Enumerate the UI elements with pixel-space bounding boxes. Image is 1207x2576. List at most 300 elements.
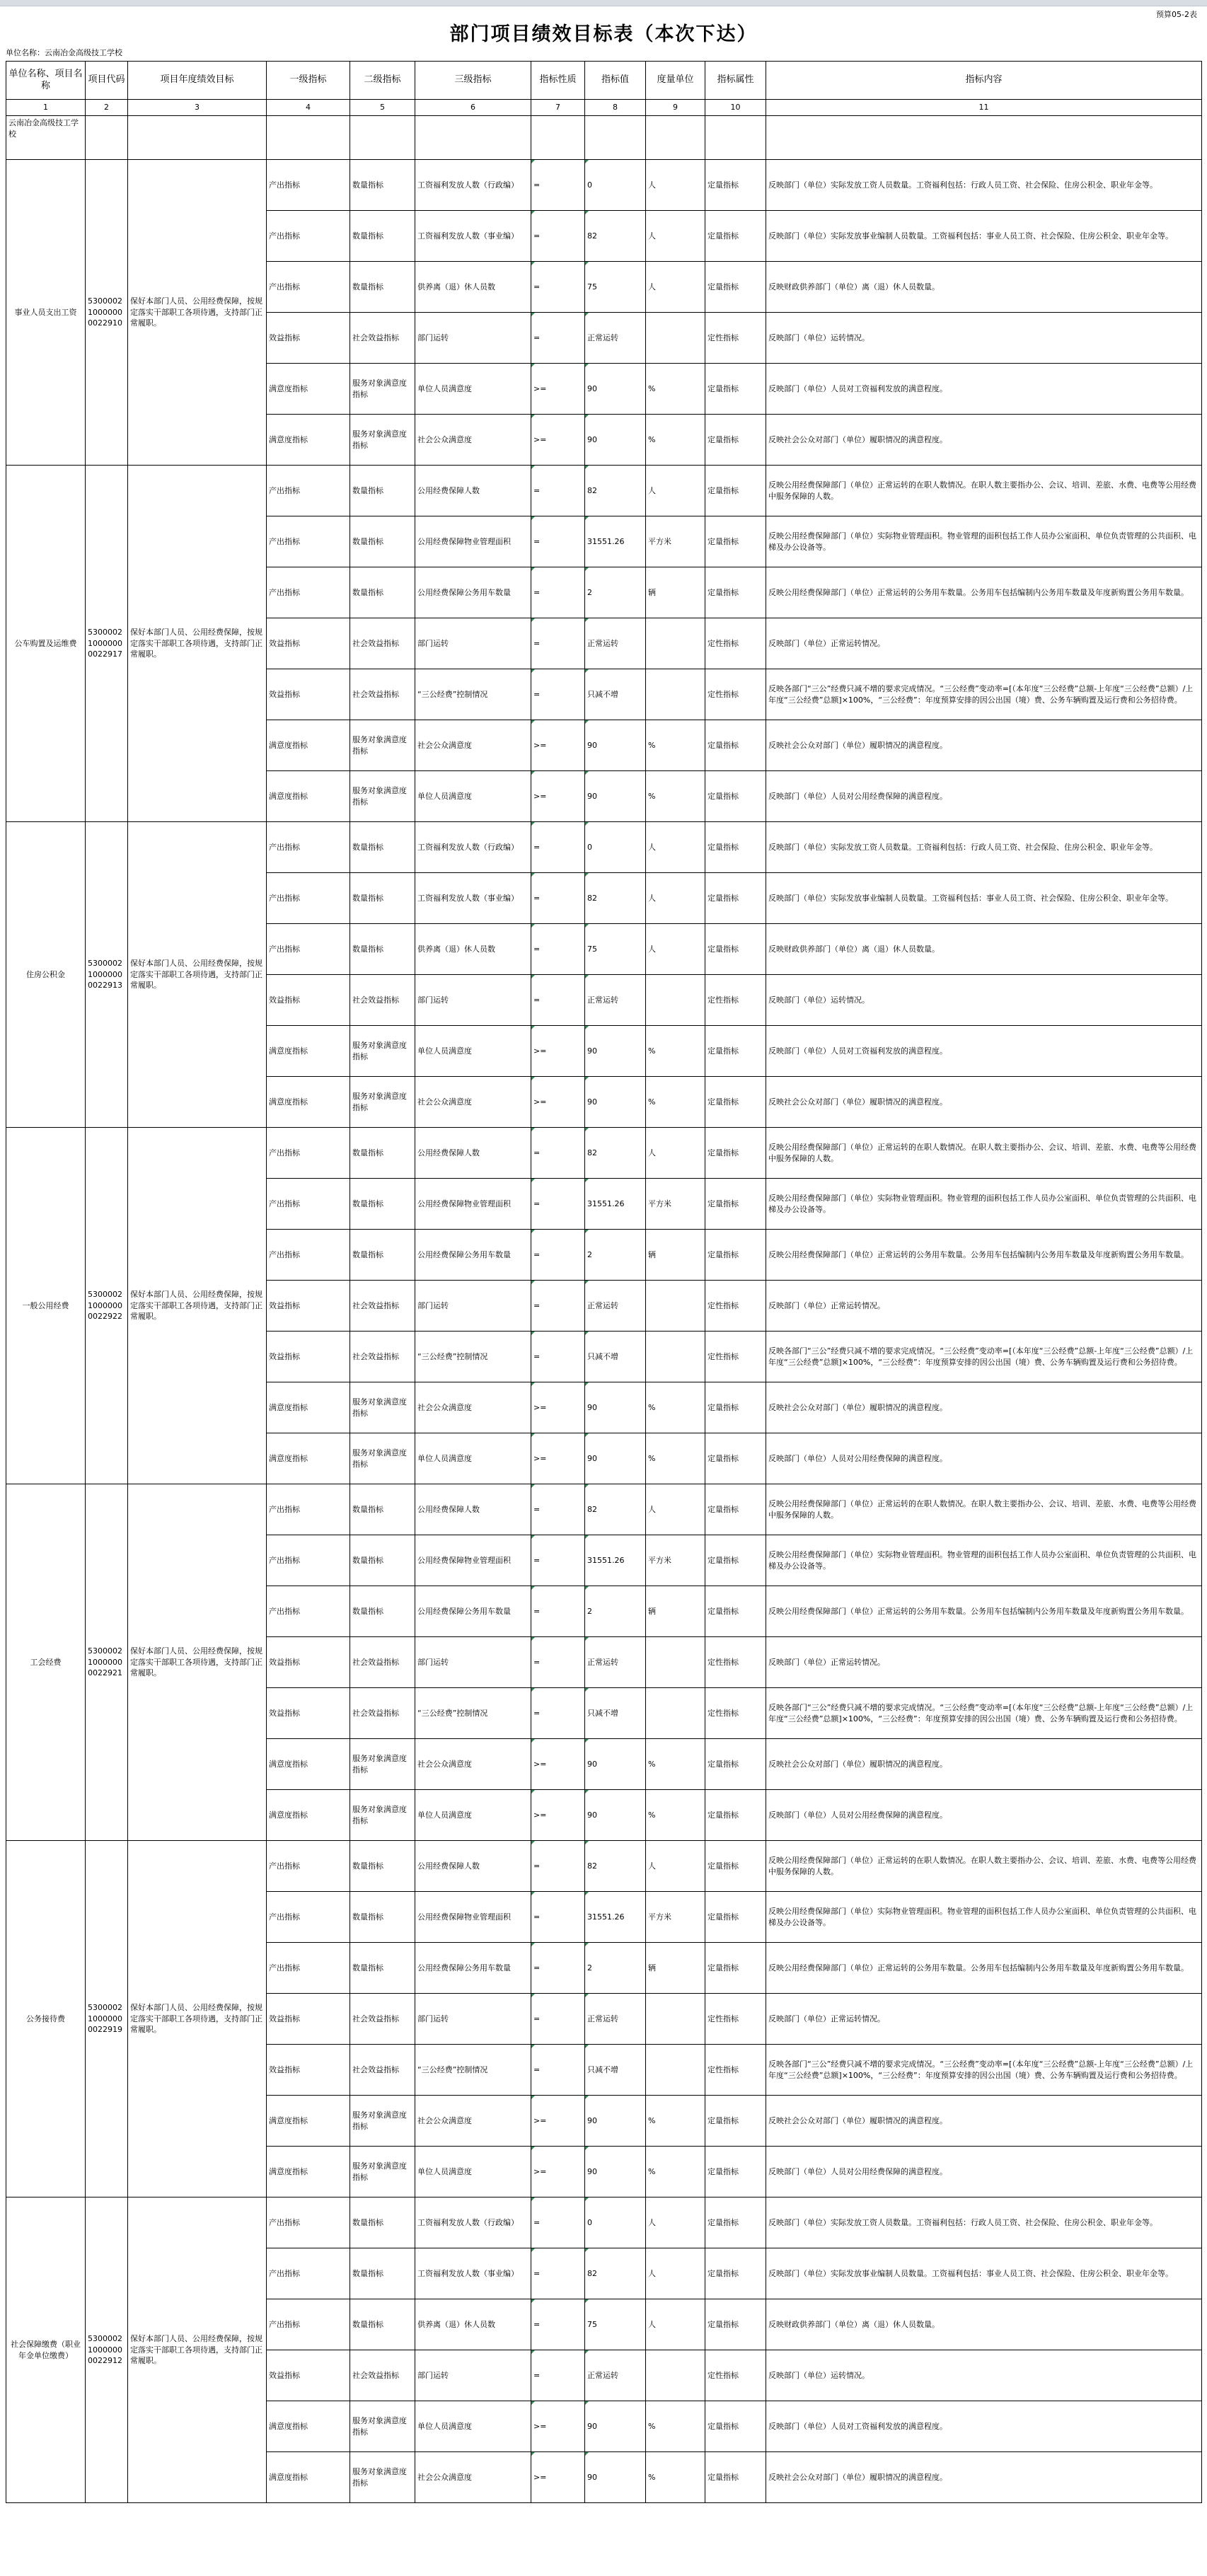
project-code-cell: 530000210000000022919 [86,1841,128,2197]
indicator-operator-cell: = [531,873,585,924]
indicator-value-cell: 82 [585,1484,646,1535]
measure-unit-cell: % [646,2147,705,2197]
indicator-value-cell: 90 [585,1790,646,1841]
level2-indicator-cell: 数量指标 [350,822,415,873]
level1-indicator-cell: 产出指标 [267,924,350,975]
level1-indicator-cell: 效益指标 [267,669,350,720]
measure-unit-cell: 辆 [646,1943,705,1994]
indicator-value-cell: 2 [585,1230,646,1281]
measure-unit-cell: 平方米 [646,1892,705,1943]
level1-indicator-cell: 效益指标 [267,1688,350,1739]
indicator-attribute-cell: 定量指标 [705,466,766,516]
indicator-row [6,2197,1202,2248]
indicator-operator-cell: = [531,1281,585,1332]
level2-indicator-cell: 服务对象满意度指标 [350,2401,415,2452]
indicator-attribute-cell: 定性指标 [705,313,766,364]
level2-indicator-cell: 服务对象满意度指标 [350,1433,415,1484]
level1-indicator-cell: 效益指标 [267,1637,350,1688]
level3-indicator-cell: 公用经费保障人数 [415,1128,531,1179]
indicator-operator-cell: = [531,1179,585,1230]
measure-unit-cell: % [646,1077,705,1128]
org-name-cell: 云南冶金高级技工学校 [6,116,86,160]
indicator-content-cell: 反映部门（单位）运转情况。 [766,313,1202,364]
indicator-operator-cell: = [531,1230,585,1281]
level3-indicator-cell: 部门运转 [415,975,531,1026]
level3-indicator-cell: 单位人员满意度 [415,2401,531,2452]
level1-indicator-cell: 效益指标 [267,975,350,1026]
level1-indicator-cell: 满意度指标 [267,1026,350,1077]
level2-indicator-cell: 数量指标 [350,1128,415,1179]
project-goal-cell: 保好本部门人员、公用经费保障，按规定落实干部职工各项待遇，支持部门正常履职。 [128,1484,267,1841]
indicator-value-cell: 90 [585,364,646,415]
level1-indicator-cell: 满意度指标 [267,1739,350,1790]
indicator-attribute-cell: 定量指标 [705,2147,766,2197]
indicator-attribute-cell: 定量指标 [705,1077,766,1128]
indicator-attribute-cell: 定量指标 [705,1892,766,1943]
measure-unit-cell: % [646,2096,705,2147]
measure-unit-cell: 平方米 [646,1535,705,1586]
level1-indicator-cell: 满意度指标 [267,771,350,822]
measure-unit-cell: 人 [646,262,705,313]
level1-indicator-cell: 满意度指标 [267,1433,350,1484]
indicator-attribute-cell: 定量指标 [705,415,766,466]
measure-unit-cell: % [646,415,705,466]
indicator-content-cell: 反映部门（单位）正常运转情况。 [766,1994,1202,2045]
level3-indicator-cell: 公用经费保障物业管理面积 [415,1892,531,1943]
project-code-cell: 530000210000000022921 [86,1484,128,1841]
level3-indicator-cell: 社会公众满意度 [415,720,531,771]
indicator-value-cell: 正常运转 [585,1637,646,1688]
measure-unit-cell: % [646,771,705,822]
indicator-operator-cell: = [531,2299,585,2350]
indicator-content-cell: 反映社会公众对部门（单位）履职情况的满意程度。 [766,1739,1202,1790]
measure-unit-cell: 辆 [646,1586,705,1637]
header-cell: 项目年度绩效目标 [128,62,267,100]
indicator-attribute-cell: 定量指标 [705,567,766,618]
project-code-cell: 530000210000000022912 [86,2197,128,2503]
level2-indicator-cell: 数量指标 [350,262,415,313]
level1-indicator-cell: 满意度指标 [267,2452,350,2503]
indicator-attribute-cell: 定量指标 [705,1586,766,1637]
indicator-content-cell: 反映公用经费保障部门（单位）正常运转的在职人数情况。在职人数主要指办公、会议、培训、差旅、水费、电费等公用经费中服务保障的人数。 [766,466,1202,516]
measure-unit-cell [646,1332,705,1382]
indicator-content-cell: 反映公用经费保障部门（单位）实际物业管理面积。物业管理的面积包括工作人员办公室面积、单位负责管理的公共面积、电梯及办公设备等。 [766,1535,1202,1586]
indicator-attribute-cell: 定量指标 [705,1535,766,1586]
level3-indicator-cell: 公用经费保障公务用车数量 [415,1230,531,1281]
level2-indicator-cell: 服务对象满意度指标 [350,2147,415,2197]
level3-indicator-cell: 公用经费保障物业管理面积 [415,1179,531,1230]
level3-indicator-cell: 供养离（退）休人员数 [415,924,531,975]
level2-indicator-cell: 服务对象满意度指标 [350,2096,415,2147]
level3-indicator-cell: 单位人员满意度 [415,1433,531,1484]
indicator-content-cell: 反映各部门“三公”经费只减不增的要求完成情况。“三公经费”变动率=[（本年度“三公经费”总额-上年度“三公经费”总额）/上年度“三公经费”总额]×100%，“三公经费”：年度预算安排的因公出国（境）费、公务车辆购置及运行费和公务招待费。 [766,1332,1202,1382]
level1-indicator-cell: 产出指标 [267,567,350,618]
indicator-value-cell: 只减不增 [585,2045,646,2096]
level3-indicator-cell: 社会公众满意度 [415,415,531,466]
level1-indicator-cell: 产出指标 [267,873,350,924]
form-code: 预算05-2表 [1156,10,1197,19]
level1-indicator-cell: 效益指标 [267,1281,350,1332]
indicator-value-cell: 90 [585,771,646,822]
column-number: 9 [646,100,705,116]
level1-indicator-cell: 产出指标 [267,1892,350,1943]
indicator-value-cell: 82 [585,466,646,516]
header-row [6,62,1202,100]
level1-indicator-cell: 满意度指标 [267,364,350,415]
indicator-value-cell: 82 [585,873,646,924]
indicator-attribute-cell: 定性指标 [705,618,766,669]
level3-indicator-cell: 部门运转 [415,2350,531,2401]
header-cell: 一级指标 [267,62,350,100]
indicator-row [6,1484,1202,1535]
indicator-operator-cell: = [531,2350,585,2401]
level1-indicator-cell: 产出指标 [267,2248,350,2299]
measure-unit-cell: 人 [646,466,705,516]
level2-indicator-cell: 数量指标 [350,1892,415,1943]
column-number: 6 [415,100,531,116]
level1-indicator-cell: 效益指标 [267,313,350,364]
indicator-attribute-cell: 定量指标 [705,2248,766,2299]
level1-indicator-cell: 产出指标 [267,1586,350,1637]
level3-indicator-cell: 供养离（退）休人员数 [415,262,531,313]
level1-indicator-cell: 产出指标 [267,2299,350,2350]
empty-cell [646,116,705,160]
indicator-operator-cell: = [531,618,585,669]
level2-indicator-cell: 社会效益指标 [350,313,415,364]
indicator-attribute-cell: 定量指标 [705,1484,766,1535]
level1-indicator-cell: 效益指标 [267,1994,350,2045]
indicator-content-cell: 反映部门（单位）实际发放工资人员数量。工资福利包括：行政人员工资、社会保险、住房公积金、职业年金等。 [766,822,1202,873]
indicator-value-cell: 82 [585,2248,646,2299]
level2-indicator-cell: 社会效益指标 [350,1332,415,1382]
measure-unit-cell: 人 [646,924,705,975]
level2-indicator-cell: 数量指标 [350,1586,415,1637]
header-cell: 单位名称、项目名称 [6,62,86,100]
project-code-cell: 530000210000000022913 [86,822,128,1128]
empty-cell [128,116,267,160]
level3-indicator-cell: “三公经费”控制情况 [415,2045,531,2096]
indicator-content-cell: 反映公用经费保障部门（单位）实际物业管理面积。物业管理的面积包括工作人员办公室面积、单位负责管理的公共面积、电梯及办公设备等。 [766,516,1202,567]
indicator-content-cell: 反映公用经费保障部门（单位）实际物业管理面积。物业管理的面积包括工作人员办公室面积、单位负责管理的公共面积、电梯及办公设备等。 [766,1179,1202,1230]
indicator-operator-cell: >= [531,364,585,415]
level2-indicator-cell: 数量指标 [350,1179,415,1230]
indicator-operator-cell: = [531,567,585,618]
indicator-content-cell: 反映部门（单位）正常运转情况。 [766,618,1202,669]
indicator-attribute-cell: 定量指标 [705,2401,766,2452]
level2-indicator-cell: 社会效益指标 [350,2350,415,2401]
indicator-attribute-cell: 定性指标 [705,1994,766,2045]
level2-indicator-cell: 社会效益指标 [350,1637,415,1688]
project-code-cell: 530000210000000022922 [86,1128,128,1484]
indicator-row [6,822,1202,873]
measure-unit-cell: % [646,1790,705,1841]
indicator-value-cell: 90 [585,1026,646,1077]
level3-indicator-cell: 公用经费保障人数 [415,1484,531,1535]
org-row [6,116,1202,160]
indicator-operator-cell: >= [531,2096,585,2147]
column-number: 7 [531,100,585,116]
indicator-attribute-cell: 定量指标 [705,873,766,924]
indicator-operator-cell: = [531,1128,585,1179]
level2-indicator-cell: 数量指标 [350,2248,415,2299]
indicator-value-cell: 90 [585,2096,646,2147]
empty-cell [705,116,766,160]
project-code-cell: 530000210000000022917 [86,466,128,822]
indicator-operator-cell: = [531,1332,585,1382]
level1-indicator-cell: 产出指标 [267,160,350,211]
indicator-content-cell: 反映部门（单位）实际发放事业编制人员数量。工资福利包括：事业人员工资、社会保险、住房公积金、职业年金等。 [766,873,1202,924]
column-number: 4 [267,100,350,116]
level3-indicator-cell: 单位人员满意度 [415,364,531,415]
indicator-operator-cell: = [531,262,585,313]
level2-indicator-cell: 社会效益指标 [350,669,415,720]
indicator-value-cell: 只减不增 [585,1332,646,1382]
indicator-attribute-cell: 定量指标 [705,1433,766,1484]
measure-unit-cell: 辆 [646,1230,705,1281]
level3-indicator-cell: 供养离（退）休人员数 [415,2299,531,2350]
indicator-content-cell: 反映财政供养部门（单位）离（退）休人员数量。 [766,924,1202,975]
level3-indicator-cell: 公用经费保障人数 [415,1841,531,1892]
indicator-operator-cell: >= [531,720,585,771]
level2-indicator-cell: 社会效益指标 [350,2045,415,2096]
measure-unit-cell: 人 [646,1128,705,1179]
indicator-value-cell: 31551.26 [585,1892,646,1943]
column-number: 5 [350,100,415,116]
level1-indicator-cell: 满意度指标 [267,2096,350,2147]
indicator-operator-cell: = [531,160,585,211]
level2-indicator-cell: 社会效益指标 [350,1994,415,2045]
project-goal-cell: 保好本部门人员、公用经费保障，按规定落实干部职工各项待遇，支持部门正常履职。 [128,160,267,466]
project-goal-cell: 保好本部门人员、公用经费保障，按规定落实干部职工各项待遇，支持部门正常履职。 [128,2197,267,2503]
level2-indicator-cell: 社会效益指标 [350,1688,415,1739]
indicator-operator-cell: >= [531,2452,585,2503]
performance-target-table [6,61,1202,2503]
indicator-value-cell: 90 [585,720,646,771]
indicator-attribute-cell: 定量指标 [705,364,766,415]
level2-indicator-cell: 社会效益指标 [350,975,415,1026]
indicator-value-cell: 82 [585,1841,646,1892]
indicator-content-cell: 反映公用经费保障部门（单位）正常运转的公务用车数量。公务用车包括编制内公务用车数量及年度新购置公务用车数量。 [766,1230,1202,1281]
level3-indicator-cell: 单位人员满意度 [415,1790,531,1841]
indicator-row [6,466,1202,516]
indicator-attribute-cell: 定量指标 [705,1382,766,1433]
level2-indicator-cell: 服务对象满意度指标 [350,364,415,415]
measure-unit-cell: 人 [646,160,705,211]
measure-unit-cell [646,669,705,720]
level2-indicator-cell: 社会效益指标 [350,618,415,669]
indicator-attribute-cell: 定性指标 [705,1281,766,1332]
indicator-value-cell: 90 [585,1077,646,1128]
indicator-attribute-cell: 定量指标 [705,211,766,262]
indicator-value-cell: 正常运转 [585,1994,646,2045]
level1-indicator-cell: 满意度指标 [267,2401,350,2452]
indicator-value-cell: 82 [585,211,646,262]
measure-unit-cell: 辆 [646,567,705,618]
level1-indicator-cell: 产出指标 [267,516,350,567]
level1-indicator-cell: 产出指标 [267,1179,350,1230]
level3-indicator-cell: 社会公众满意度 [415,2096,531,2147]
level3-indicator-cell: 单位人员满意度 [415,1026,531,1077]
level2-indicator-cell: 服务对象满意度指标 [350,1026,415,1077]
indicator-operator-cell: >= [531,1026,585,1077]
indicator-operator-cell: >= [531,2401,585,2452]
measure-unit-cell: % [646,1739,705,1790]
indicator-content-cell: 反映部门（单位）人员对工资福利发放的满意程度。 [766,2401,1202,2452]
project-name-cell: 公务接待费 [6,1841,86,2197]
level2-indicator-cell: 数量指标 [350,1230,415,1281]
indicator-value-cell: 2 [585,1586,646,1637]
indicator-value-cell: 90 [585,2452,646,2503]
indicator-operator-cell: = [531,313,585,364]
level1-indicator-cell: 产出指标 [267,1128,350,1179]
level1-indicator-cell: 满意度指标 [267,1790,350,1841]
indicator-value-cell: 只减不增 [585,1688,646,1739]
indicator-operator-cell: >= [531,1077,585,1128]
indicator-content-cell: 反映公用经费保障部门（单位）正常运转的公务用车数量。公务用车包括编制内公务用车数量及年度新购置公务用车数量。 [766,567,1202,618]
empty-cell [350,116,415,160]
indicator-content-cell: 反映部门（单位）人员对公用经费保障的满意程度。 [766,771,1202,822]
indicator-operator-cell: = [531,1994,585,2045]
indicator-attribute-cell: 定量指标 [705,2299,766,2350]
project-name-cell: 事业人员支出工资 [6,160,86,466]
level1-indicator-cell: 产出指标 [267,822,350,873]
measure-unit-cell: 人 [646,2197,705,2248]
indicator-content-cell: 反映部门（单位）人员对工资福利发放的满意程度。 [766,364,1202,415]
level3-indicator-cell: 单位人员满意度 [415,771,531,822]
indicator-value-cell: 90 [585,2147,646,2197]
level3-indicator-cell: 公用经费保障人数 [415,466,531,516]
level3-indicator-cell: 工资福利发放人数（事业编） [415,2248,531,2299]
indicator-attribute-cell: 定量指标 [705,262,766,313]
indicator-attribute-cell: 定量指标 [705,2452,766,2503]
document-title: 部门项目绩效目标表（本次下达） [449,23,758,45]
level1-indicator-cell: 产出指标 [267,1535,350,1586]
measure-unit-cell [646,975,705,1026]
indicator-operator-cell: >= [531,415,585,466]
header-cell: 指标属性 [705,62,766,100]
level1-indicator-cell: 产出指标 [267,262,350,313]
empty-cell [86,116,128,160]
indicator-operator-cell: = [531,1586,585,1637]
indicator-attribute-cell: 定量指标 [705,2197,766,2248]
indicator-operator-cell: = [531,211,585,262]
indicator-value-cell: 75 [585,2299,646,2350]
indicator-content-cell: 反映社会公众对部门（单位）履职情况的满意程度。 [766,1077,1202,1128]
level2-indicator-cell: 数量指标 [350,873,415,924]
indicator-value-cell: 2 [585,1943,646,1994]
column-number-row [6,100,1202,116]
indicator-value-cell: 正常运转 [585,313,646,364]
empty-cell [267,116,350,160]
indicator-value-cell: 90 [585,2401,646,2452]
indicator-operator-cell: = [531,1535,585,1586]
measure-unit-cell [646,1994,705,2045]
level2-indicator-cell: 数量指标 [350,924,415,975]
level2-indicator-cell: 服务对象满意度指标 [350,771,415,822]
measure-unit-cell: 平方米 [646,1179,705,1230]
indicator-attribute-cell: 定量指标 [705,1179,766,1230]
level3-indicator-cell: “三公经费”控制情况 [415,669,531,720]
level2-indicator-cell: 服务对象满意度指标 [350,1382,415,1433]
indicator-attribute-cell: 定性指标 [705,1332,766,1382]
indicator-value-cell: 只减不增 [585,669,646,720]
indicator-operator-cell: = [531,2197,585,2248]
indicator-operator-cell: = [531,924,585,975]
level3-indicator-cell: 公用经费保障物业管理面积 [415,1535,531,1586]
indicator-value-cell: 0 [585,822,646,873]
level1-indicator-cell: 满意度指标 [267,2147,350,2197]
level2-indicator-cell: 数量指标 [350,1841,415,1892]
project-goal-cell: 保好本部门人员、公用经费保障，按规定落实干部职工各项待遇，支持部门正常履职。 [128,822,267,1128]
indicator-content-cell: 反映各部门“三公”经费只减不增的要求完成情况。“三公经费”变动率=[（本年度“三公经费”总额-上年度“三公经费”总额）/上年度“三公经费”总额]×100%，“三公经费”：年度预算安排的因公出国（境）费、公务车辆购置及运行费和公务招待费。 [766,1688,1202,1739]
indicator-attribute-cell: 定量指标 [705,924,766,975]
indicator-operator-cell: >= [531,1739,585,1790]
measure-unit-cell: 人 [646,873,705,924]
indicator-value-cell: 2 [585,567,646,618]
level3-indicator-cell: 工资福利发放人数（事业编） [415,873,531,924]
indicator-value-cell: 75 [585,924,646,975]
indicator-operator-cell: = [531,975,585,1026]
column-number: 3 [128,100,267,116]
indicator-operator-cell: = [531,1892,585,1943]
indicator-operator-cell: = [531,1484,585,1535]
indicator-operator-cell: = [531,1841,585,1892]
project-goal-cell: 保好本部门人员、公用经费保障，按规定落实干部职工各项待遇，支持部门正常履职。 [128,1128,267,1484]
measure-unit-cell: % [646,1382,705,1433]
indicator-value-cell: 90 [585,1382,646,1433]
indicator-value-cell: 31551.26 [585,516,646,567]
header-cell: 项目代码 [86,62,128,100]
indicator-attribute-cell: 定量指标 [705,1790,766,1841]
indicator-attribute-cell: 定性指标 [705,669,766,720]
column-number: 10 [705,100,766,116]
indicator-content-cell: 反映部门（单位）人员对工资福利发放的满意程度。 [766,1026,1202,1077]
indicator-content-cell: 反映部门（单位）实际发放工资人员数量。工资福利包括：行政人员工资、社会保险、住房公积金、职业年金等。 [766,2197,1202,2248]
header-cell: 三级指标 [415,62,531,100]
indicator-attribute-cell: 定量指标 [705,720,766,771]
level3-indicator-cell: “三公经费”控制情况 [415,1332,531,1382]
indicator-attribute-cell: 定量指标 [705,822,766,873]
level2-indicator-cell: 数量指标 [350,211,415,262]
indicator-operator-cell: = [531,1943,585,1994]
level1-indicator-cell: 产出指标 [267,2197,350,2248]
measure-unit-cell: 平方米 [646,516,705,567]
level2-indicator-cell: 服务对象满意度指标 [350,720,415,771]
indicator-content-cell: 反映社会公众对部门（单位）履职情况的满意程度。 [766,415,1202,466]
header-cell: 指标性质 [531,62,585,100]
measure-unit-cell [646,618,705,669]
indicator-value-cell: 0 [585,160,646,211]
level1-indicator-cell: 产出指标 [267,466,350,516]
level3-indicator-cell: “三公经费”控制情况 [415,1688,531,1739]
indicator-attribute-cell: 定量指标 [705,1026,766,1077]
measure-unit-cell: % [646,2401,705,2452]
empty-cell [585,116,646,160]
indicator-attribute-cell: 定量指标 [705,2096,766,2147]
unit-name-line: 单位名称：云南冶金高级技工学校 [6,48,122,57]
indicator-operator-cell: >= [531,2147,585,2197]
indicator-content-cell: 反映各部门“三公”经费只减不增的要求完成情况。“三公经费”变动率=[（本年度“三公经费”总额-上年度“三公经费”总额）/上年度“三公经费”总额]×100%，“三公经费”：年度预算安排的因公出国（境）费、公务车辆购置及运行费和公务招待费。 [766,669,1202,720]
level1-indicator-cell: 效益指标 [267,618,350,669]
level3-indicator-cell: 部门运转 [415,1637,531,1688]
indicator-attribute-cell: 定性指标 [705,1637,766,1688]
measure-unit-cell: 人 [646,1484,705,1535]
level1-indicator-cell: 效益指标 [267,2350,350,2401]
level3-indicator-cell: 社会公众满意度 [415,2452,531,2503]
level3-indicator-cell: 工资福利发放人数（事业编） [415,211,531,262]
indicator-content-cell: 反映部门（单位）实际发放事业编制人员数量。工资福利包括：事业人员工资、社会保险、住房公积金、职业年金等。 [766,211,1202,262]
measure-unit-cell [646,1688,705,1739]
